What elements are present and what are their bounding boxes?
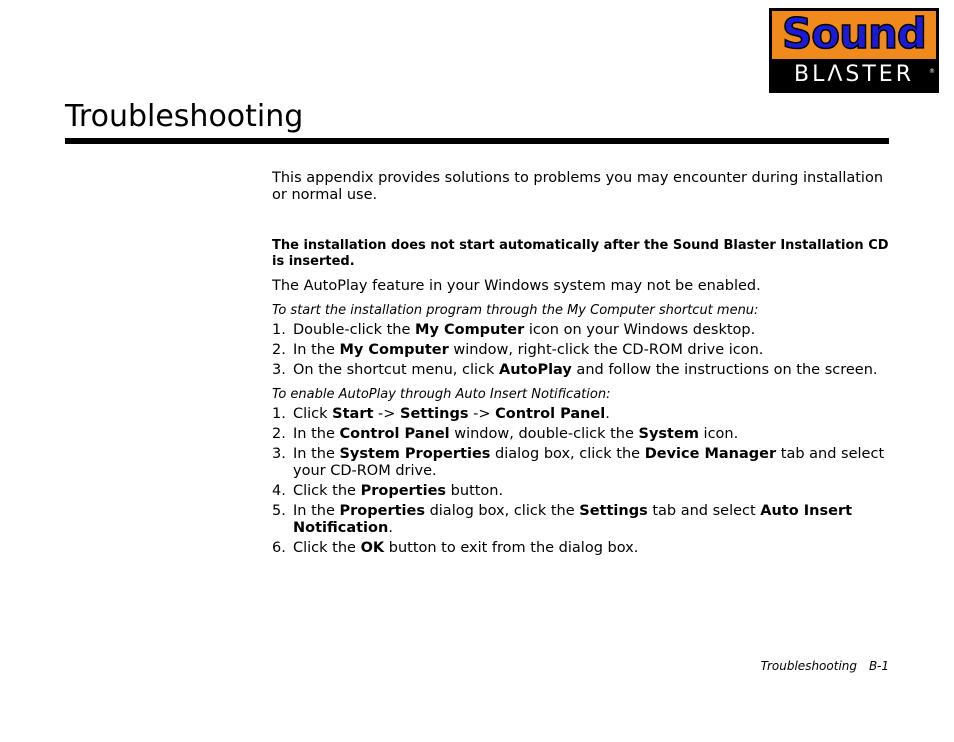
problem-body: The AutoPlay feature in your Windows system may not be enabled.	[272, 278, 761, 294]
intro-paragraph: This appendix provides solutions to problems you may encounter during installation or normal use.	[272, 170, 884, 203]
footer-section: Troubleshooting	[760, 659, 857, 673]
procedure1-title: To start the installation program through the My Computer shortcut menu:	[272, 303, 759, 318]
problem-heading: The installation does not start automatically after the Sound Blaster Installation CD is inserted.	[272, 238, 889, 269]
page-title: Troubleshooting	[65, 99, 304, 134]
list-item: 5. In the Properties dialog box, click the Settings tab and select Auto Insert Notification.	[272, 503, 853, 536]
logo-bottom-word: BLΛSTER	[794, 62, 914, 87]
footer-page-number: B-1	[869, 659, 889, 673]
procedure1-steps	[272, 322, 892, 379]
title-rule	[65, 138, 889, 144]
list-item: 1. Click Start -> Settings -> Control Panel.	[272, 406, 610, 422]
procedure2-title: To enable AutoPlay through Auto Insert Notification:	[272, 387, 611, 402]
list-item: 3. On the shortcut menu, click AutoPlay and follow the instructions on the screen.	[272, 362, 878, 378]
sound-blaster-logo	[769, 8, 939, 93]
list-item: 4. Click the Properties button.	[272, 483, 504, 499]
list-item: 3. In the System Properties dialog box, click the Device Manager tab and select your CD-ROM drive.	[272, 446, 885, 479]
logo-top-word: Sound	[782, 11, 926, 58]
list-item: 2. In the Control Panel window, double-click the System icon.	[272, 426, 739, 442]
procedure2-steps	[272, 406, 892, 557]
logo-registered-mark: ®	[929, 68, 935, 75]
page-footer	[761, 659, 889, 673]
main-content	[272, 170, 892, 560]
list-item: 2. In the My Computer window, right-click the CD-ROM drive icon.	[272, 342, 764, 358]
list-item: 6. Click the OK button to exit from the dialog box.	[272, 540, 639, 556]
logo-top-panel	[772, 11, 936, 59]
list-item: 1. Double-click the My Computer icon on your Windows desktop.	[272, 322, 756, 338]
